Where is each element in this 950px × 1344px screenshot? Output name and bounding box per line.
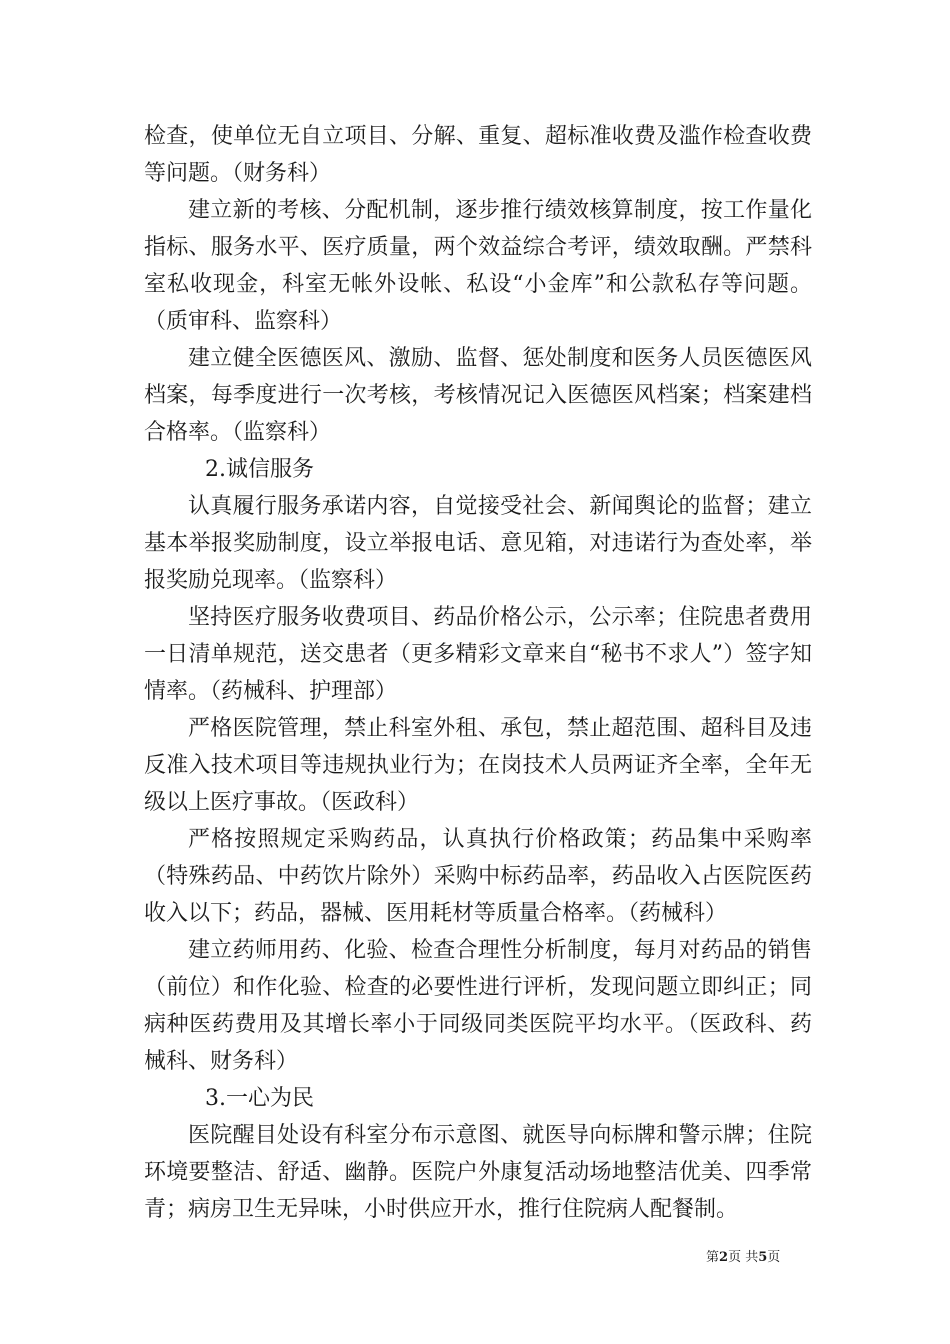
paragraph-rational-use-analysis: 建立药师用药、化验、检查合理性分析制度，每月对药品的销售（前位）和作化验、检查的必要性进行评析，发现问题立即纠正；同病种医药费用及其增长率小于同级同类医院平均水平。（医政科、药械科、财务科）: [144, 938, 812, 1074]
footer-total-pages: 5: [758, 1250, 768, 1265]
section-heading-integrity-service: 2.诚信服务: [205, 457, 314, 482]
paragraph-medical-ethics: 建立健全医德医风、激励、监督、惩处制度和医务人员医德医风档案，每季度进行一次考核，考核情况记入医德医风档案；档案建档合格率。（监察科）: [144, 346, 812, 445]
paragraph-service-commitment: 认真履行服务承诺内容，自觉接受社会、新闻舆论的监督；建立基本举报奖励制度，设立举报电话、意见箱，对违诺行为查处率，举报奖励兑现率。（监察科）: [144, 494, 812, 593]
paragraph-assessment-mechanism: 建立新的考核、分配机制，逐步推行绩效核算制度，按工作量化指标、服务水平、医疗质量，两个效益综合考评，绩效取酬。严禁科室私收现金，科室无帐外设帐、私设“小金库”和公款私存等问题。（质审科、监察科）: [144, 198, 812, 334]
paragraph-continuation: 检查，使单位无自立项目、分解、重复、超标准收费及滥作检查收费等问题。（财务科）: [144, 124, 812, 186]
page-number-footer: [706, 1246, 780, 1265]
document-body: [144, 118, 812, 1228]
paragraph-price-disclosure: 坚持医疗服务收费项目、药品价格公示，公示率；住院患者费用一日清单规范，送交患者（更多精彩文章来自“秘书不求人”）签字知情率。（药械科、护理部）: [144, 605, 812, 704]
footer-middle: 页 共: [728, 1250, 759, 1265]
footer-prefix: 第: [706, 1250, 720, 1265]
footer-current-page: 2: [719, 1250, 729, 1265]
paragraph-drug-procurement: 严格按照规定采购药品，认真执行价格政策；药品集中采购率（特殊药品、中药饮片除外）采购中标药品率，药品收入占医院医药收入以下；药品，器械、医用耗材等质量合格率。（药械科）: [144, 827, 812, 926]
paragraph-hospital-environment: 医院醒目处设有科室分布示意图、就医导向标牌和警示牌；住院环境要整洁、舒适、幽静。医院户外康复活动场地整洁优美、四季常青；病房卫生无异味，小时供应开水，推行住院病人配餐制。: [144, 1123, 812, 1222]
paragraph-hospital-management: 严格医院管理，禁止科室外租、承包，禁止超范围、超科目及违反准入技术项目等违规执业行为；在岗技术人员两证齐全率，全年无级以上医疗事故。（医政科）: [144, 716, 812, 815]
section-heading-serve-people: 3.一心为民: [205, 1086, 314, 1111]
footer-suffix: 页: [767, 1250, 781, 1265]
